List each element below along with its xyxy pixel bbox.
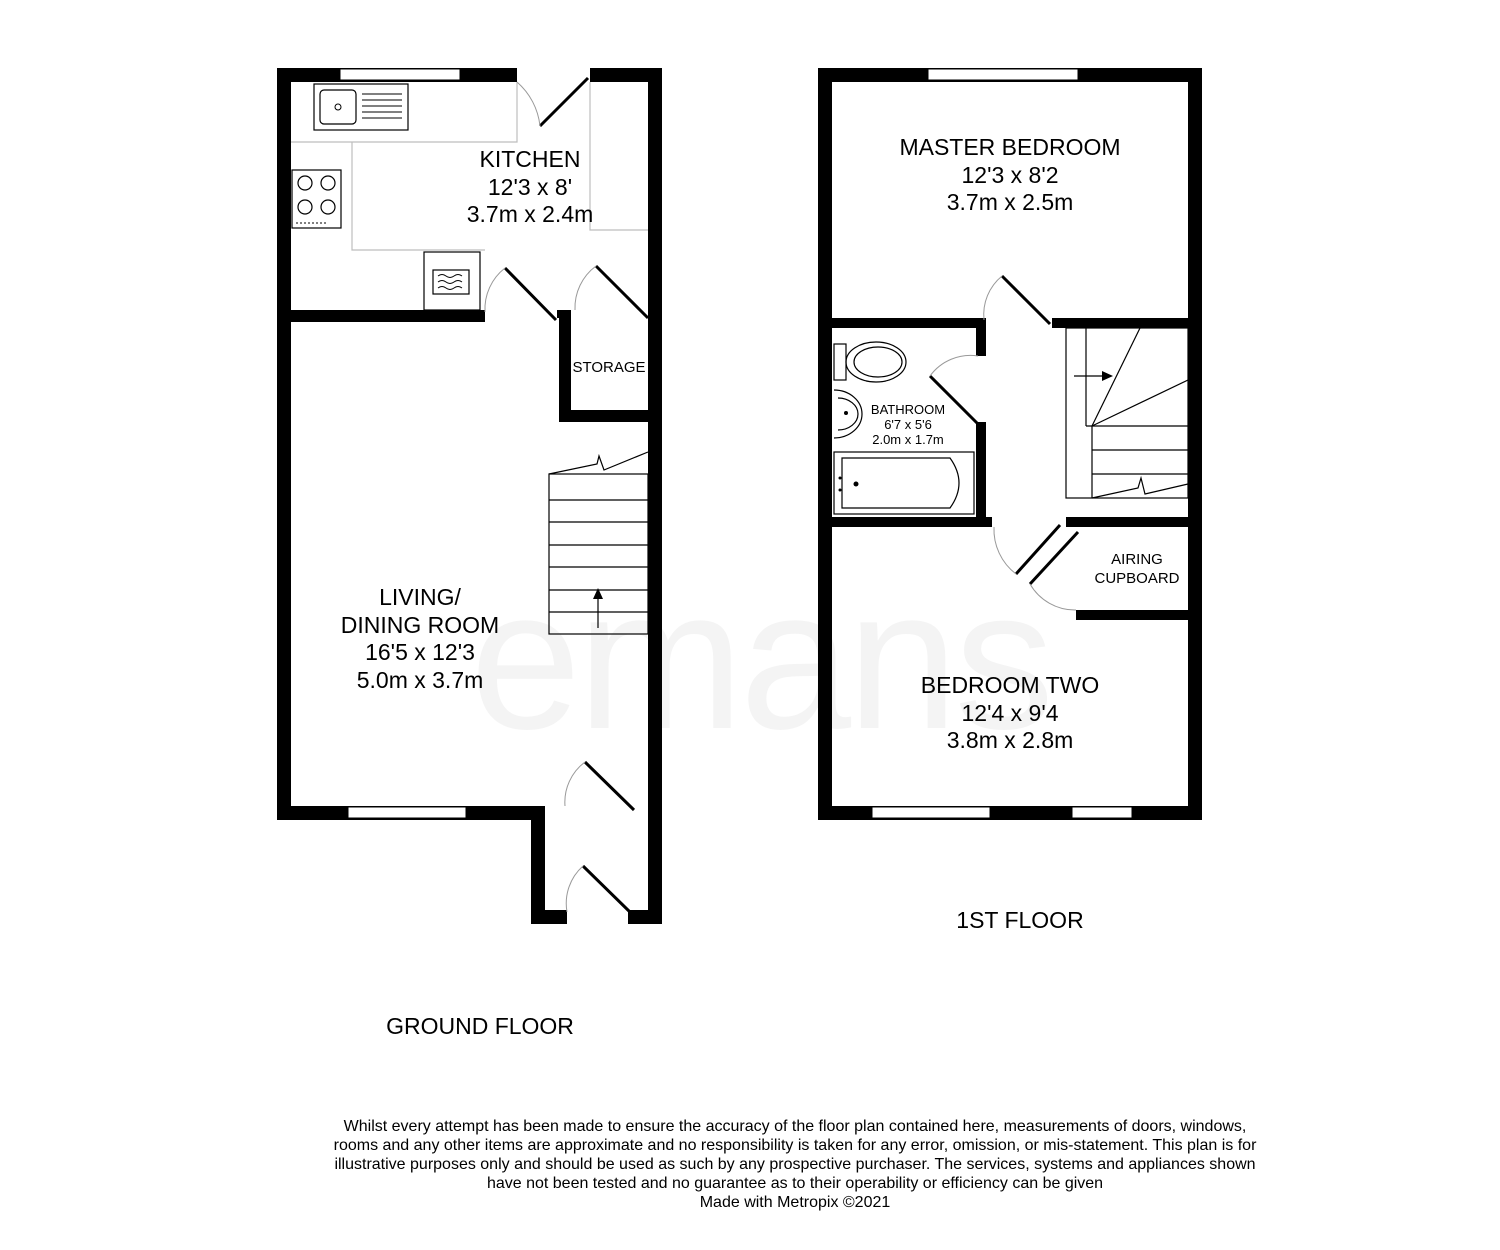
master-window — [928, 69, 1078, 80]
kitchen-back-door — [517, 78, 588, 126]
bedroom-two-name: BEDROOM TWO — [920, 672, 1100, 698]
living-name-line2: DINING ROOM — [340, 611, 500, 638]
disclaimer-credit: Made with Metropix ©2021 — [699, 1194, 891, 1211]
airing-cupboard-door — [1030, 532, 1078, 610]
kitchen-imperial: 12'3 x 8' — [487, 173, 573, 200]
first-west-wall — [818, 68, 832, 820]
living-imperial: 16'5 x 12'3 — [365, 639, 475, 666]
kitchen-metric: 3.7m x 2.4m — [466, 201, 594, 228]
bedroom-two-label — [880, 672, 1140, 755]
master-bedroom-name: MASTER BEDROOM — [899, 134, 1121, 160]
kitchen-label — [430, 146, 630, 229]
kitchen-window — [340, 69, 460, 80]
disclaimer — [330, 1117, 1260, 1212]
airing-name-line1: AIRING — [1111, 551, 1163, 568]
kitchen-door — [485, 268, 556, 320]
master-bedroom-door — [984, 276, 1050, 324]
storage-south-wall — [559, 410, 661, 422]
storage-door — [575, 266, 648, 318]
stairs-down-arrow-icon — [1102, 371, 1113, 381]
worktop-north — [291, 82, 517, 142]
airing-name-line2: CUPBOARD — [1094, 570, 1180, 587]
sink-icon — [314, 84, 408, 130]
washing-machine-icon — [424, 252, 480, 310]
toilet-icon — [834, 342, 906, 382]
master-bedroom-metric: 3.7m x 2.5m — [946, 189, 1074, 216]
ground-floor-label: GROUND FLOOR — [386, 1013, 574, 1039]
living-label — [300, 584, 540, 694]
ground-east-wall — [648, 68, 662, 808]
front-door — [566, 866, 632, 914]
living-porch-door — [565, 762, 634, 810]
bedroom-two-door — [994, 525, 1060, 574]
disclaimer-text: Whilst every attempt has been made to ensure the accuracy of the floor plan contained here, measurements of doors, windows, rooms and any other items are approximate and no responsibility is taken for any error, omission, or mis-statement. This plan is for illustrative purposes only and should be used as such by any prospective purchaser. The services, systems and appliances shown have not been tested and no guarantee as to their operability or efficiency can be given — [333, 1118, 1257, 1192]
airing-cupboard-label — [1082, 550, 1192, 588]
bath-icon — [834, 452, 974, 514]
first-staircase — [1066, 328, 1188, 498]
porch-south-wall — [531, 910, 567, 924]
master-bedroom-imperial: 12'3 x 8'2 — [961, 161, 1059, 188]
bathroom-east-wall-upper — [976, 318, 986, 356]
bathroom-east-wall-lower — [976, 422, 986, 526]
master-bathroom-partition — [818, 318, 986, 328]
porch-west-wall — [531, 806, 545, 924]
porch-east-wall — [648, 800, 662, 924]
kitchen-name: KITCHEN — [479, 146, 581, 172]
hob-icon — [292, 170, 341, 228]
landing-north-wall — [1052, 318, 1202, 328]
bathroom-imperial: 6'7 x 5'6 — [884, 417, 932, 432]
bedroom-two-window-left — [872, 807, 990, 818]
porch-south-wall-east — [628, 910, 662, 924]
airing-south-wall — [1076, 610, 1202, 620]
first-east-wall — [1188, 68, 1202, 820]
bathroom-label — [848, 402, 968, 447]
airing-north-wall — [1066, 517, 1202, 527]
living-metric: 5.0m x 3.7m — [356, 666, 484, 693]
bedroom-two-imperial: 12'4 x 9'4 — [961, 699, 1059, 726]
living-name-line1: LIVING/ — [379, 584, 461, 610]
first-floor-label: 1ST FLOOR — [956, 907, 1084, 933]
ground-west-wall — [277, 68, 291, 820]
bedroom-two-metric: 3.8m x 2.8m — [946, 727, 1074, 754]
bedroom-two-window-right — [1072, 807, 1132, 818]
storage-label: STORAGE — [572, 359, 646, 376]
kitchen-living-partition — [277, 310, 485, 322]
bathroom-bedroom-partition — [818, 517, 992, 527]
master-bedroom-label — [860, 134, 1160, 217]
ground-staircase — [549, 452, 648, 634]
bathroom-name: BATHROOM — [870, 402, 946, 417]
living-window — [348, 807, 466, 818]
bathroom-metric: 2.0m x 1.7m — [872, 432, 944, 447]
